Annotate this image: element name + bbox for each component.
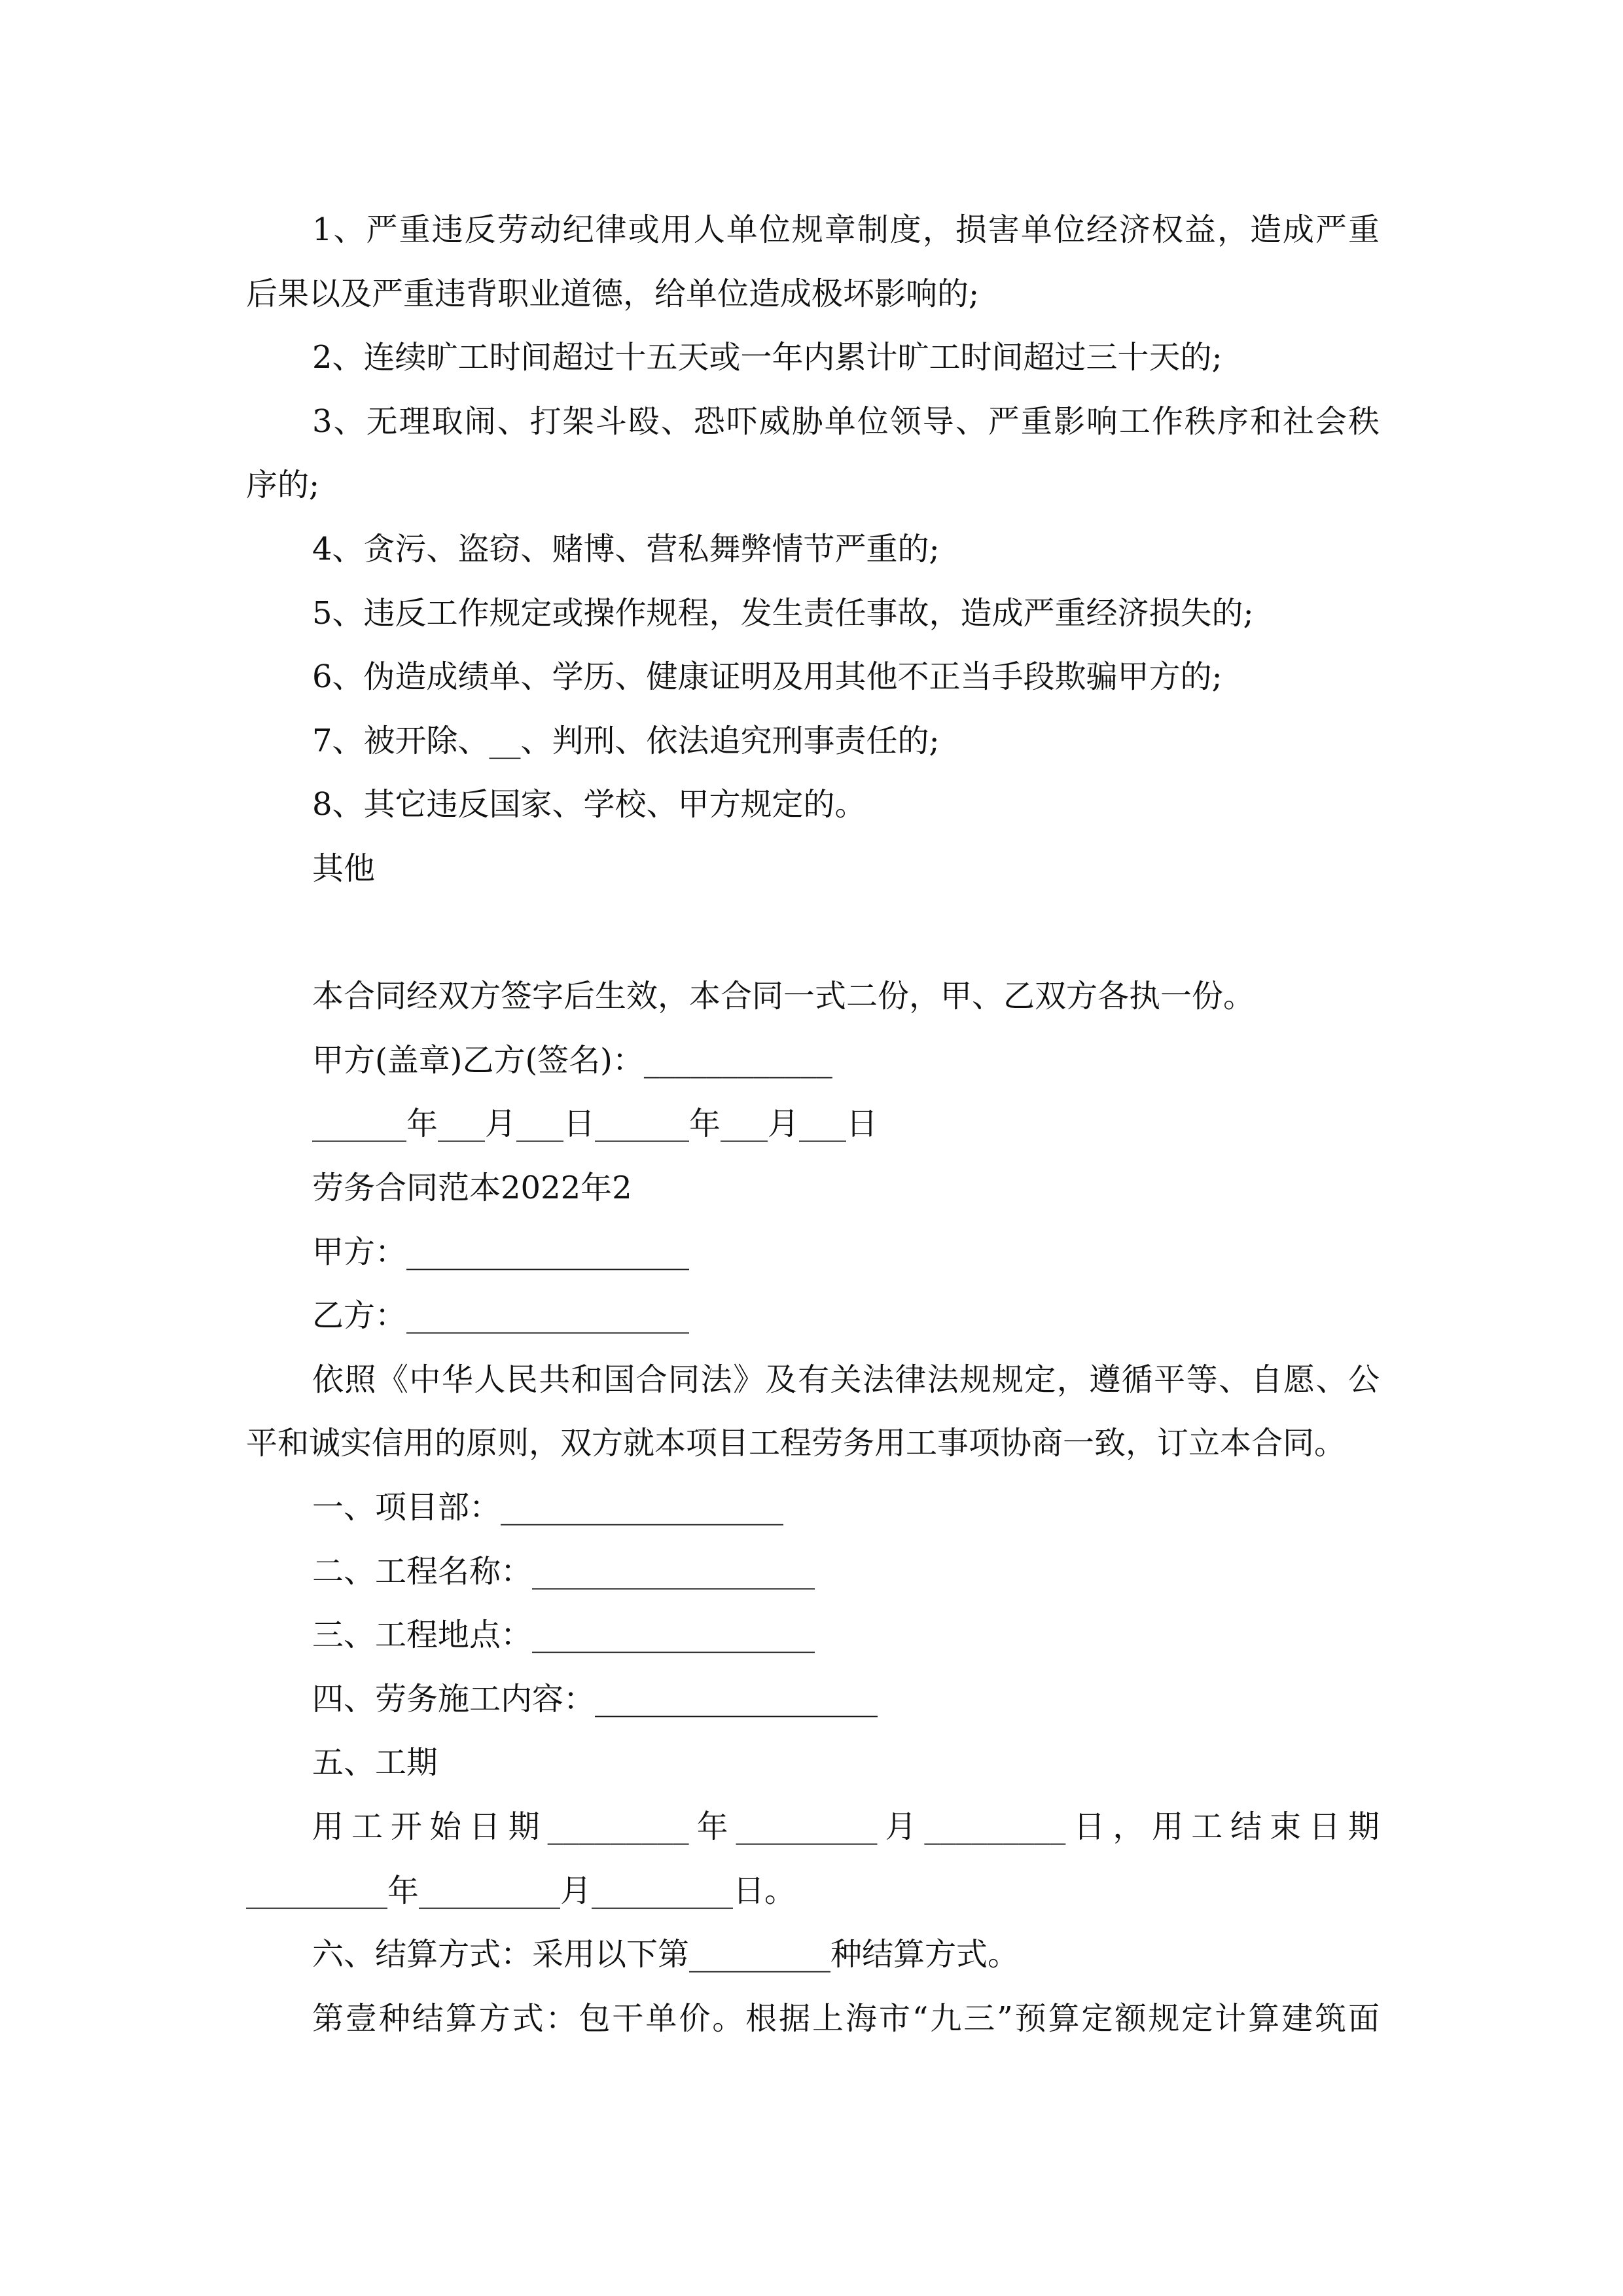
text-line: 本合同经双方签字后生效，本合同一式二份，甲、乙双方各执一份。 <box>312 978 1255 1015</box>
text-line: ______年___月___日______年___月___日 <box>312 1105 878 1143</box>
text-line: 2、连续旷工时间超过十五天或一年内累计旷工时间超过三十天的; <box>312 339 1222 376</box>
text-line: 六、结算方式：采用以下第_________种结算方式。 <box>312 1936 1020 1973</box>
text-line: 用工开始日期_________年_________月_________日，用工结束日期 <box>312 1808 1380 1845</box>
text-line: 5、违反工作规定或操作规程，发生责任事故，造成严重经济损失的; <box>312 594 1254 632</box>
text-line: 四、劳务施工内容：__________________ <box>312 1680 878 1717</box>
text-line: 三、工程地点：__________________ <box>312 1617 815 1654</box>
text-line: 3、无理取闹、打架斗殴、恐吓威胁单位领导、严重影响工作秩序和社会秩 <box>312 403 1380 440</box>
text-line: 8、其它违反国家、学校、甲方规定的。 <box>312 786 866 823</box>
text-line: 五、工期 <box>312 1744 438 1782</box>
text-line: 乙方：__________________ <box>312 1297 690 1335</box>
text-line: 序的; <box>246 467 320 504</box>
text-line: 依照《中华人民共和国合同法》及有关法律法规规定，遵循平等、自愿、公 <box>312 1361 1380 1398</box>
text-line: 甲方(盖章)乙方(签名)：____________ <box>312 1041 832 1079</box>
text-line: 一、项目部：__________________ <box>312 1489 784 1526</box>
text-line: _________年_________月_________日。 <box>246 1872 796 1909</box>
text-line: 7、被开除、__、判刑、依法追究刑事责任的; <box>312 722 940 759</box>
text-line: 后果以及严重违背职业道德，给单位造成极坏影响的; <box>246 275 980 312</box>
text-line: 甲方：__________________ <box>312 1233 690 1270</box>
text-line: 第壹种结算方式：包干单价。根据上海市“九三”预算定额规定计算建筑面 <box>312 2000 1380 2037</box>
text-line: 平和诚实信用的原则，双方就本项目工程劳务用工事项协商一致，订立本合同。 <box>246 1425 1346 1462</box>
text-line: 二、工程名称：__________________ <box>312 1552 815 1590</box>
text-line: 4、贪污、盗窃、赌博、营私舞弊情节严重的; <box>312 531 940 567</box>
text-line: 6、伪造成绩单、学历、健康证明及用其他不正当手段欺骗甲方的; <box>312 658 1222 696</box>
text-line: 1、严重违反劳动纪律或用人单位规章制度，损害单位经济权益，造成严重 <box>312 211 1380 248</box>
text-line: 其他 <box>312 850 376 887</box>
text-line: 劳务合同范本2022年2 <box>312 1170 632 1206</box>
